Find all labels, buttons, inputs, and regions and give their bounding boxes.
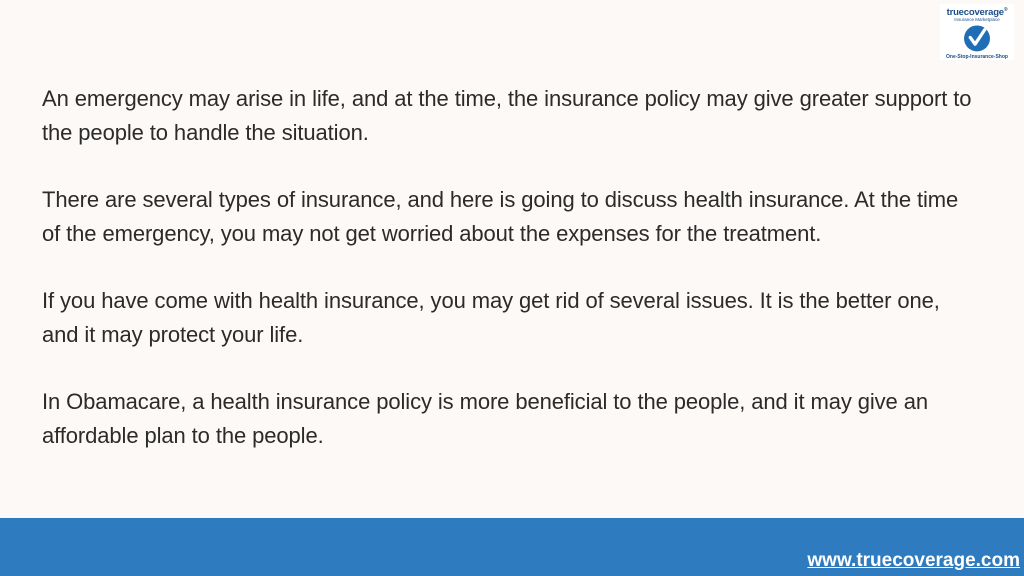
paragraph-health-insurance: If you have come with health insurance, you may get rid of several issues. It is the better one, and it may protect your life. <box>42 288 940 347</box>
slide-body <box>42 82 982 486</box>
logo-brand-text: truecoverage® <box>946 7 1008 19</box>
paragraph-emergency: An emergency may arise in life, and at the time, the insurance policy may give greater support to the people to handle the situation. <box>42 86 972 145</box>
paragraph-insurance-types: There are several types of insurance, and here is going to discuss health insurance. At the time of the emergency, you may not get worried about the expenses for the treatment. <box>42 187 959 246</box>
checkmark-icon <box>962 24 992 53</box>
website-link[interactable]: www.truecoverage.com <box>807 550 1020 571</box>
paragraph-obamacare: In Obamacare, a health insurance policy is more beneficial to the people, and it may give an affordable plan to the people. <box>42 389 928 448</box>
truecoverage-logo <box>940 4 1014 60</box>
logo-subtitle: Insurance Marketplace <box>954 17 1000 23</box>
logo-tagline: One-Stop-Insurance-Shop <box>946 54 1008 60</box>
footer-band <box>0 518 1024 576</box>
